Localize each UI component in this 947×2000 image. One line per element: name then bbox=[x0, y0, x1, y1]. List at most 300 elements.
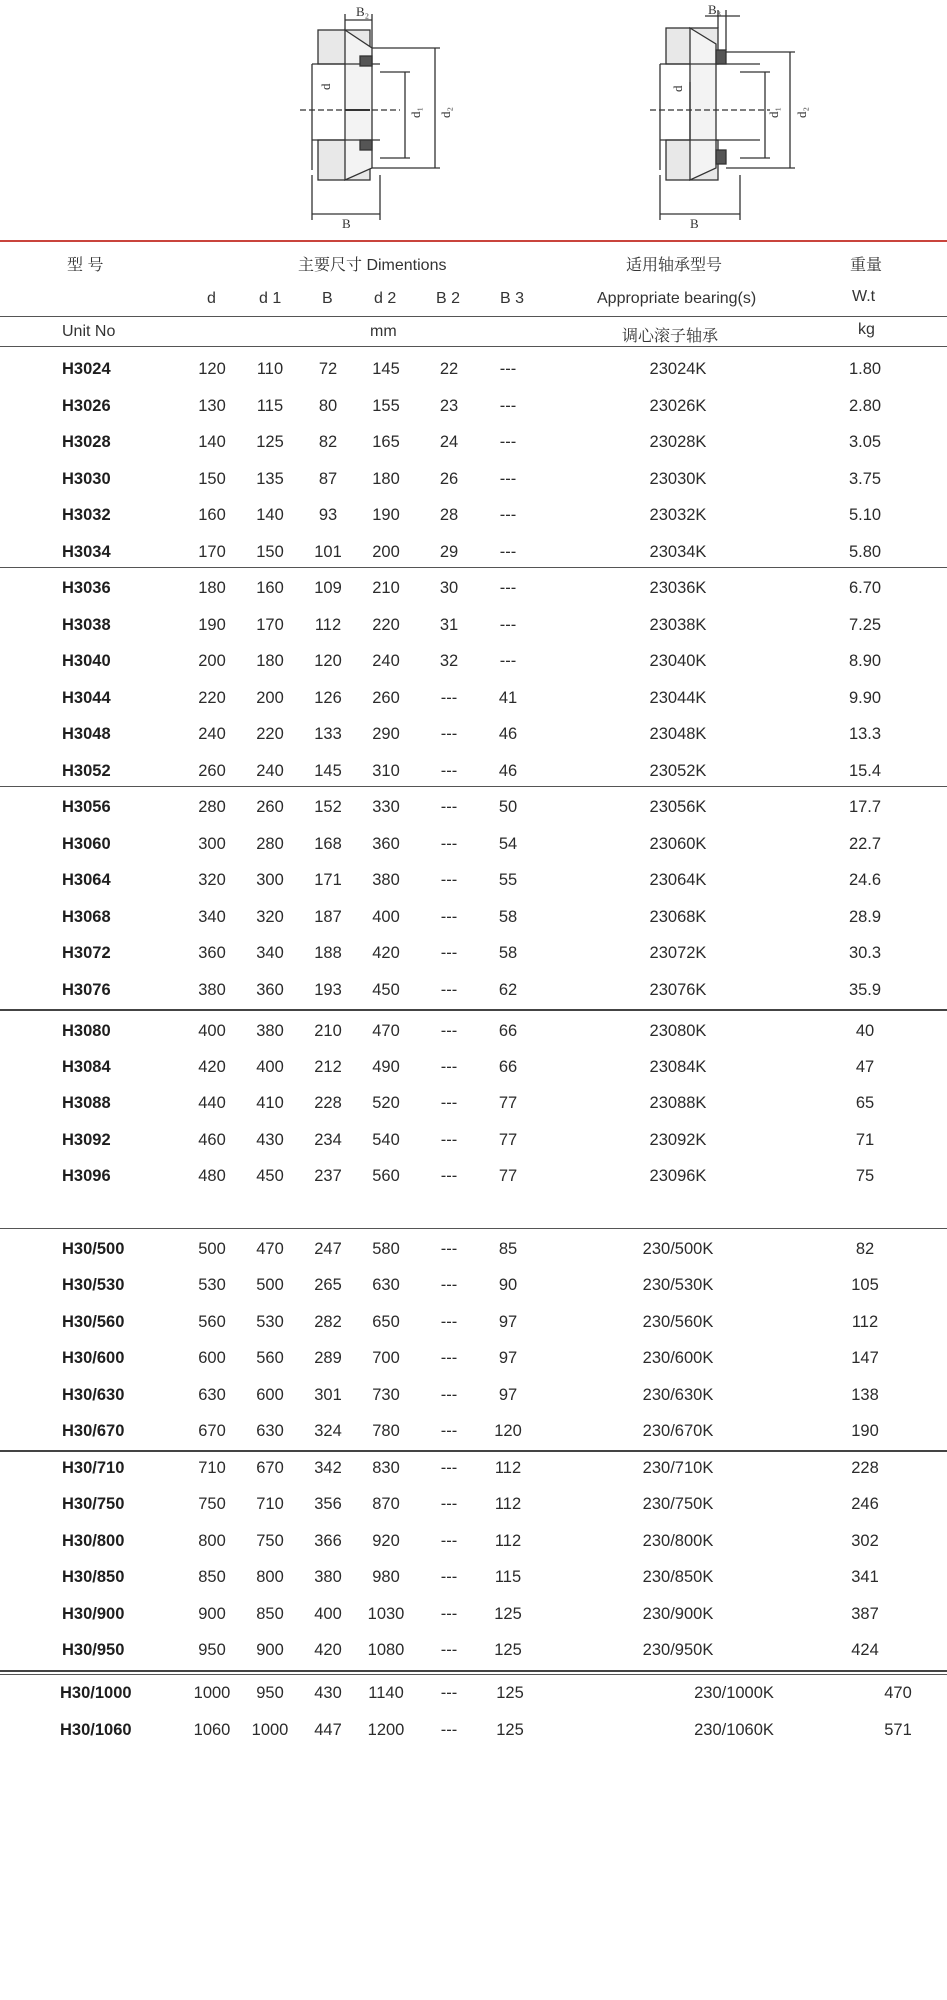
d1-cell: 160 bbox=[256, 579, 284, 597]
b3-cell: 125 bbox=[496, 1721, 524, 1739]
d1-cell: 670 bbox=[256, 1459, 284, 1477]
bearing-cell: 23060K bbox=[649, 835, 707, 853]
d-cell: 280 bbox=[198, 798, 226, 816]
bearing-cell: 23030K bbox=[649, 470, 707, 488]
weight-cell: 24.6 bbox=[848, 871, 882, 889]
weight-cell: 3.75 bbox=[848, 470, 882, 488]
weight-cell: 138 bbox=[851, 1386, 879, 1404]
d1-cell: 110 bbox=[256, 360, 284, 378]
b-cell: 126 bbox=[314, 689, 342, 707]
bearing-cell: 23092K bbox=[649, 1131, 707, 1149]
b-cell: 87 bbox=[318, 470, 338, 488]
b-cell: 366 bbox=[314, 1532, 342, 1550]
bearing-cell: 230/800K bbox=[642, 1532, 714, 1550]
b-cell: 80 bbox=[318, 397, 338, 415]
d-cell: 260 bbox=[198, 762, 226, 780]
header-d: d bbox=[207, 290, 216, 307]
bearing-cell: 230/710K bbox=[642, 1459, 714, 1477]
d2-cell: 420 bbox=[372, 944, 400, 962]
d1-cell: 400 bbox=[256, 1058, 284, 1076]
weight-cell: 65 bbox=[855, 1094, 875, 1112]
d2-cell: 290 bbox=[372, 725, 400, 743]
header-b3: B 3 bbox=[500, 290, 525, 307]
unit-no-cell: H3088 bbox=[62, 1094, 111, 1112]
d1-cell: 140 bbox=[256, 506, 284, 524]
d-cell: 130 bbox=[198, 397, 226, 415]
b2-cell: --- bbox=[440, 1641, 458, 1659]
bearing-cell: 23080K bbox=[649, 1022, 707, 1040]
weight-cell: 424 bbox=[851, 1641, 879, 1659]
d1-cell: 240 bbox=[256, 762, 284, 780]
b3-cell: 46 bbox=[498, 725, 518, 743]
d-cell: 460 bbox=[198, 1131, 226, 1149]
d-cell: 160 bbox=[198, 506, 226, 524]
unit-no-cell: H30/630 bbox=[62, 1386, 125, 1404]
d2-cell: 630 bbox=[372, 1276, 400, 1294]
b-cell: 93 bbox=[318, 506, 338, 524]
d2-cell: 260 bbox=[372, 689, 400, 707]
header-b: B bbox=[322, 290, 333, 307]
left-d2-label: d₂ bbox=[438, 106, 453, 118]
d1-cell: 600 bbox=[256, 1386, 284, 1404]
d-cell: 240 bbox=[198, 725, 226, 743]
d1-cell: 750 bbox=[256, 1532, 284, 1550]
left-d1-label: d₁ bbox=[408, 106, 423, 118]
d1-cell: 800 bbox=[256, 1568, 284, 1586]
unit-no-cell: H30/750 bbox=[62, 1495, 125, 1513]
d1-cell: 450 bbox=[256, 1167, 284, 1185]
weight-cell: 571 bbox=[884, 1721, 912, 1739]
b-cell: 447 bbox=[314, 1721, 342, 1739]
unit-no-cell: H3034 bbox=[62, 543, 111, 561]
b3-cell: 90 bbox=[498, 1276, 518, 1294]
d2-cell: 165 bbox=[372, 433, 400, 451]
d-cell: 380 bbox=[198, 981, 226, 999]
header-mm: mm bbox=[370, 323, 397, 340]
b-cell: 82 bbox=[318, 433, 338, 451]
header-weight-en: W.t bbox=[852, 288, 876, 305]
b-cell: 289 bbox=[314, 1349, 342, 1367]
d2-cell: 1140 bbox=[368, 1684, 404, 1702]
d2-cell: 560 bbox=[372, 1167, 400, 1185]
d2-cell: 1200 bbox=[367, 1721, 405, 1739]
d2-cell: 380 bbox=[372, 871, 400, 889]
header-unit-no: Unit No bbox=[62, 323, 116, 340]
unit-no-cell: H30/600 bbox=[62, 1349, 125, 1367]
b3-cell: 115 bbox=[494, 1568, 522, 1586]
d1-cell: 135 bbox=[256, 470, 284, 488]
b3-cell: 120 bbox=[494, 1422, 522, 1440]
unit-no-cell: H3040 bbox=[62, 652, 111, 670]
d1-cell: 300 bbox=[256, 871, 284, 889]
unit-no-cell: H3092 bbox=[62, 1131, 111, 1149]
bearing-cell: 23040K bbox=[649, 652, 707, 670]
b3-cell: --- bbox=[499, 543, 517, 561]
b3-cell: --- bbox=[499, 616, 517, 634]
d-cell: 440 bbox=[198, 1094, 226, 1112]
unit-no-cell: H30/850 bbox=[62, 1568, 125, 1586]
unit-no-cell: H3052 bbox=[62, 762, 111, 780]
d1-cell: 260 bbox=[256, 798, 284, 816]
unit-no-cell: H3028 bbox=[62, 433, 111, 451]
bearing-cell: 23024K bbox=[649, 360, 707, 378]
b3-cell: 77 bbox=[498, 1094, 518, 1112]
left-d-label: d bbox=[318, 83, 333, 90]
d-cell: 190 bbox=[198, 616, 226, 634]
d2-cell: 310 bbox=[372, 762, 400, 780]
d2-cell: 780 bbox=[372, 1422, 400, 1440]
d1-cell: 320 bbox=[256, 908, 284, 926]
d1-cell: 200 bbox=[256, 689, 284, 707]
bearing-cell: 230/560K bbox=[642, 1313, 714, 1331]
d-cell: 1060 bbox=[193, 1721, 231, 1739]
b3-cell: 97 bbox=[498, 1349, 518, 1367]
d2-cell: 1080 bbox=[367, 1641, 405, 1659]
unit-no-cell: H30/950 bbox=[62, 1641, 125, 1659]
b3-cell: 66 bbox=[498, 1022, 518, 1040]
weight-cell: 8.90 bbox=[848, 652, 882, 670]
right-b3-label: B₃ bbox=[708, 2, 722, 17]
b3-cell: 54 bbox=[498, 835, 518, 853]
unit-no-cell: H30/670 bbox=[62, 1422, 125, 1440]
bearing-cell: 230/900K bbox=[642, 1605, 714, 1623]
bearing-cell: 23036K bbox=[649, 579, 707, 597]
bearing-cell: 230/670K bbox=[642, 1422, 714, 1440]
b3-cell: 125 bbox=[496, 1684, 524, 1702]
b3-cell: 112 bbox=[494, 1459, 522, 1477]
b-cell: 168 bbox=[314, 835, 342, 853]
weight-cell: 341 bbox=[851, 1568, 879, 1586]
b-cell: 145 bbox=[314, 762, 342, 780]
bearing-cell: 23056K bbox=[649, 798, 707, 816]
b2-cell: --- bbox=[440, 1094, 458, 1112]
d-cell: 710 bbox=[198, 1459, 226, 1477]
b2-cell: --- bbox=[440, 1058, 458, 1076]
unit-no-cell: H3024 bbox=[62, 360, 111, 378]
b3-cell: 58 bbox=[498, 944, 518, 962]
header-main-dims: 主要尺寸 Dimentions bbox=[298, 257, 447, 274]
d-cell: 630 bbox=[198, 1386, 226, 1404]
d2-cell: 220 bbox=[372, 616, 400, 634]
b2-cell: --- bbox=[440, 798, 458, 816]
d-cell: 600 bbox=[198, 1349, 226, 1367]
b-cell: 301 bbox=[314, 1386, 342, 1404]
bearing-cell: 230/500K bbox=[642, 1240, 714, 1258]
weight-cell: 47 bbox=[855, 1058, 875, 1076]
left-b2-label: B₂ bbox=[356, 4, 370, 19]
d-cell: 670 bbox=[198, 1422, 226, 1440]
weight-cell: 82 bbox=[855, 1240, 875, 1258]
b3-cell: --- bbox=[499, 652, 517, 670]
bearing-cell: 23084K bbox=[649, 1058, 707, 1076]
d1-cell: 470 bbox=[256, 1240, 284, 1258]
d-cell: 530 bbox=[198, 1276, 226, 1294]
b3-cell: 112 bbox=[494, 1495, 522, 1513]
weight-cell: 470 bbox=[884, 1684, 912, 1702]
b-cell: 380 bbox=[314, 1568, 342, 1586]
unit-no-cell: H3026 bbox=[62, 397, 111, 415]
b-cell: 152 bbox=[314, 798, 342, 816]
b-cell: 356 bbox=[314, 1495, 342, 1513]
weight-cell: 190 bbox=[851, 1422, 879, 1440]
d2-cell: 490 bbox=[372, 1058, 400, 1076]
bearing-cell: 23026K bbox=[649, 397, 707, 415]
header-d2: d 2 bbox=[374, 290, 397, 307]
d-cell: 300 bbox=[198, 835, 226, 853]
b2-cell: --- bbox=[440, 725, 458, 743]
weight-cell: 30.3 bbox=[848, 944, 882, 962]
b2-cell: 22 bbox=[439, 360, 459, 378]
bearing-cell: 230/1060K bbox=[694, 1721, 774, 1739]
b3-cell: 66 bbox=[498, 1058, 518, 1076]
d-cell: 180 bbox=[198, 579, 226, 597]
unit-no-cell: H30/710 bbox=[62, 1459, 125, 1477]
b3-cell: 112 bbox=[494, 1532, 522, 1550]
b3-cell: 97 bbox=[498, 1313, 518, 1331]
b2-cell: --- bbox=[440, 1532, 458, 1550]
unit-no-cell: H3080 bbox=[62, 1022, 111, 1040]
b-cell: 101 bbox=[314, 543, 342, 561]
unit-no-cell: H3096 bbox=[62, 1167, 111, 1185]
b2-cell: --- bbox=[440, 1495, 458, 1513]
unit-no-cell: H3048 bbox=[62, 725, 111, 743]
b3-cell: 50 bbox=[498, 798, 518, 816]
b-cell: 72 bbox=[318, 360, 338, 378]
d2-cell: 155 bbox=[372, 397, 400, 415]
unit-no-cell: H3044 bbox=[62, 689, 111, 707]
b2-cell: --- bbox=[440, 1349, 458, 1367]
b2-cell: 29 bbox=[439, 543, 459, 561]
b2-cell: --- bbox=[440, 981, 458, 999]
d1-cell: 1000 bbox=[251, 1721, 289, 1739]
d2-cell: 520 bbox=[372, 1094, 400, 1112]
unit-no-cell: H30/800 bbox=[62, 1532, 125, 1550]
weight-cell: 246 bbox=[851, 1495, 879, 1513]
d2-cell: 360 bbox=[372, 835, 400, 853]
d1-cell: 850 bbox=[256, 1605, 284, 1623]
bearing-cell: 23048K bbox=[649, 725, 707, 743]
d-cell: 120 bbox=[198, 360, 226, 378]
b2-cell: --- bbox=[440, 762, 458, 780]
d1-cell: 170 bbox=[256, 616, 284, 634]
b3-cell: --- bbox=[499, 470, 517, 488]
bearing-cell: 23096K bbox=[649, 1167, 707, 1185]
d2-cell: 870 bbox=[372, 1495, 400, 1513]
b2-cell: 26 bbox=[439, 470, 459, 488]
d2-cell: 920 bbox=[372, 1532, 400, 1550]
b2-cell: --- bbox=[440, 835, 458, 853]
b3-cell: 62 bbox=[498, 981, 518, 999]
d-cell: 400 bbox=[198, 1022, 226, 1040]
b3-cell: --- bbox=[499, 397, 517, 415]
weight-cell: 22.7 bbox=[848, 835, 882, 853]
b-cell: 188 bbox=[314, 944, 342, 962]
b2-cell: --- bbox=[440, 1022, 458, 1040]
d2-cell: 400 bbox=[372, 908, 400, 926]
weight-cell: 3.05 bbox=[848, 433, 882, 451]
right-d1-label: d₁ bbox=[766, 106, 781, 118]
bearing-cell: 230/630K bbox=[642, 1386, 714, 1404]
d1-cell: 380 bbox=[256, 1022, 284, 1040]
d1-cell: 900 bbox=[256, 1641, 284, 1659]
d-cell: 150 bbox=[198, 470, 226, 488]
unit-no-cell: H3036 bbox=[62, 579, 111, 597]
d2-cell: 180 bbox=[372, 470, 400, 488]
d-cell: 140 bbox=[198, 433, 226, 451]
b2-cell: --- bbox=[440, 1240, 458, 1258]
d-cell: 950 bbox=[198, 1641, 226, 1659]
bearing-cell: 23028K bbox=[649, 433, 707, 451]
bearing-cell: 23068K bbox=[649, 908, 707, 926]
d1-cell: 530 bbox=[256, 1313, 284, 1331]
d2-cell: 190 bbox=[372, 506, 400, 524]
d2-cell: 210 bbox=[372, 579, 400, 597]
b-cell: 342 bbox=[314, 1459, 342, 1477]
unit-no-cell: H3072 bbox=[62, 944, 111, 962]
b2-cell: --- bbox=[440, 1684, 458, 1702]
d-cell: 750 bbox=[198, 1495, 226, 1513]
b-cell: 420 bbox=[314, 1641, 342, 1659]
b2-cell: 31 bbox=[439, 616, 459, 634]
bearing-cell: 230/950K bbox=[642, 1641, 714, 1659]
weight-cell: 75 bbox=[855, 1167, 875, 1185]
unit-no-cell: H30/1000 bbox=[60, 1684, 132, 1702]
b-cell: 234 bbox=[314, 1131, 342, 1149]
b2-cell: --- bbox=[440, 1313, 458, 1331]
b3-cell: 77 bbox=[498, 1131, 518, 1149]
b2-cell: --- bbox=[440, 908, 458, 926]
b2-cell: --- bbox=[440, 944, 458, 962]
bearing-cell: 23076K bbox=[649, 981, 707, 999]
b-cell: 133 bbox=[314, 725, 342, 743]
b-cell: 112 bbox=[314, 616, 342, 634]
b2-cell: --- bbox=[440, 1605, 458, 1623]
b3-cell: 97 bbox=[498, 1386, 518, 1404]
unit-no-cell: H30/560 bbox=[62, 1313, 125, 1331]
d2-cell: 470 bbox=[372, 1022, 400, 1040]
unit-no-cell: H3076 bbox=[62, 981, 111, 999]
d2-cell: 830 bbox=[372, 1459, 400, 1477]
bearing-cell: 23052K bbox=[649, 762, 707, 780]
d2-cell: 730 bbox=[372, 1386, 400, 1404]
d1-cell: 115 bbox=[256, 397, 284, 415]
b-cell: 237 bbox=[314, 1167, 342, 1185]
b2-cell: --- bbox=[440, 689, 458, 707]
d1-cell: 410 bbox=[256, 1094, 284, 1112]
bearing-cell: 230/1000K bbox=[694, 1684, 774, 1702]
d-cell: 340 bbox=[198, 908, 226, 926]
b2-cell: 32 bbox=[439, 652, 459, 670]
weight-cell: 228 bbox=[851, 1459, 879, 1477]
b3-cell: 41 bbox=[498, 689, 518, 707]
b-cell: 193 bbox=[314, 981, 342, 999]
unit-no-cell: H3032 bbox=[62, 506, 111, 524]
header-bearing-en: Appropriate bearing(s) bbox=[597, 290, 757, 307]
d1-cell: 710 bbox=[256, 1495, 284, 1513]
weight-cell: 105 bbox=[851, 1276, 879, 1294]
d1-cell: 340 bbox=[256, 944, 284, 962]
d2-cell: 145 bbox=[372, 360, 400, 378]
weight-cell: 9.90 bbox=[848, 689, 882, 707]
weight-cell: 5.80 bbox=[848, 543, 882, 561]
b3-cell: 85 bbox=[498, 1240, 518, 1258]
unit-no-cell: H30/900 bbox=[62, 1605, 125, 1623]
b2-cell: --- bbox=[440, 871, 458, 889]
b3-cell: 77 bbox=[498, 1167, 518, 1185]
d-cell: 900 bbox=[198, 1605, 226, 1623]
b-cell: 109 bbox=[314, 579, 342, 597]
d-cell: 170 bbox=[198, 543, 226, 561]
b2-cell: 23 bbox=[439, 397, 459, 415]
b3-cell: 125 bbox=[494, 1641, 522, 1659]
d1-cell: 125 bbox=[256, 433, 284, 451]
unit-no-cell: H3068 bbox=[62, 908, 111, 926]
b3-cell: 46 bbox=[498, 762, 518, 780]
b-cell: 430 bbox=[314, 1684, 342, 1702]
weight-cell: 302 bbox=[851, 1532, 879, 1550]
b-cell: 212 bbox=[314, 1058, 342, 1076]
bearing-cell: 23064K bbox=[649, 871, 707, 889]
weight-cell: 2.80 bbox=[848, 397, 882, 415]
unit-no-cell: H3060 bbox=[62, 835, 111, 853]
weight-cell: 147 bbox=[851, 1349, 879, 1367]
d1-cell: 430 bbox=[256, 1131, 284, 1149]
b3-cell: --- bbox=[499, 506, 517, 524]
bearing-cell: 230/750K bbox=[642, 1495, 714, 1513]
unit-no-cell: H30/530 bbox=[62, 1276, 125, 1294]
d2-cell: 200 bbox=[372, 543, 400, 561]
unit-no-cell: H30/1060 bbox=[60, 1721, 132, 1739]
unit-no-cell: H3084 bbox=[62, 1058, 111, 1076]
d-cell: 560 bbox=[198, 1313, 226, 1331]
weight-cell: 112 bbox=[851, 1313, 879, 1331]
weight-cell: 71 bbox=[855, 1131, 875, 1149]
bearing-cell: 23088K bbox=[649, 1094, 707, 1112]
d-cell: 850 bbox=[198, 1568, 226, 1586]
header-b2: B 2 bbox=[436, 290, 461, 307]
b2-cell: 24 bbox=[439, 433, 459, 451]
d1-cell: 280 bbox=[256, 835, 284, 853]
b-cell: 171 bbox=[314, 871, 342, 889]
d2-cell: 450 bbox=[372, 981, 400, 999]
weight-cell: 5.10 bbox=[848, 506, 882, 524]
weight-cell: 387 bbox=[851, 1605, 879, 1623]
b3-cell: --- bbox=[499, 433, 517, 451]
bearing-cell: 23034K bbox=[649, 543, 707, 561]
weight-cell: 17.7 bbox=[848, 798, 882, 816]
d1-cell: 150 bbox=[256, 543, 284, 561]
b2-cell: --- bbox=[440, 1568, 458, 1586]
weight-cell: 13.3 bbox=[848, 725, 882, 743]
b2-cell: 28 bbox=[439, 506, 459, 524]
d2-cell: 650 bbox=[372, 1313, 400, 1331]
d-cell: 1000 bbox=[193, 1684, 231, 1702]
bearing-cell: 230/850K bbox=[642, 1568, 714, 1586]
d2-cell: 330 bbox=[372, 798, 400, 816]
bearing-cell: 23032K bbox=[649, 506, 707, 524]
bearing-cell: 23038K bbox=[649, 616, 707, 634]
d-cell: 220 bbox=[198, 689, 226, 707]
d2-cell: 980 bbox=[372, 1568, 400, 1586]
weight-cell: 15.4 bbox=[848, 762, 882, 780]
b-cell: 282 bbox=[314, 1313, 342, 1331]
d-cell: 800 bbox=[198, 1532, 226, 1550]
d-cell: 500 bbox=[198, 1240, 226, 1258]
right-d2-label: d₂ bbox=[794, 106, 809, 118]
right-b-label: B bbox=[690, 216, 699, 231]
d1-cell: 950 bbox=[256, 1684, 284, 1702]
weight-cell: 35.9 bbox=[848, 981, 882, 999]
